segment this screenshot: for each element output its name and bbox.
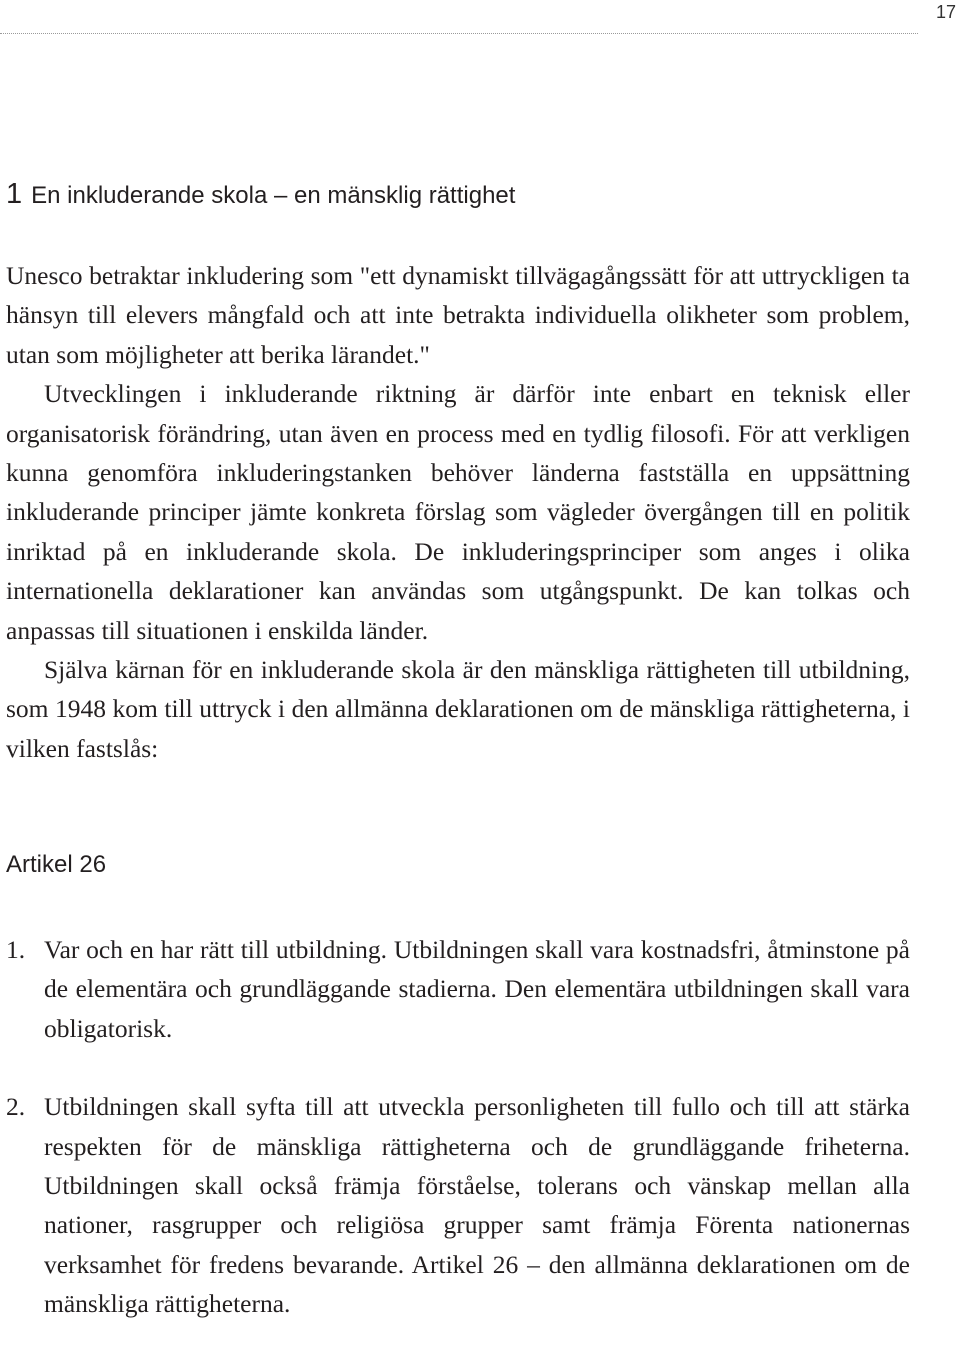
chapter-heading bbox=[6, 178, 515, 211]
list-item-marker: 2. bbox=[6, 1092, 26, 1122]
list-item bbox=[6, 1087, 910, 1323]
paragraph-human-right: Själva kärnan för en inkluderande skola är den mänskliga rättigheten till utbildning, som 1948 kom till uttryck i den allmänna deklarationen om de mänskliga rättigheterna, i vilken fastslås: bbox=[6, 655, 910, 763]
chapter-title: En inkluderande skola – en mänsklig rättighet bbox=[31, 182, 516, 209]
paragraph-unesco: Unesco betraktar inkludering som "ett dynamiskt tillvägagångssätt för att uttryckligen ta hänsyn till elevers mångfald och att inte betrakta individuella olikheter som problem, utan som möjligheter att berika lärandet." bbox=[6, 261, 910, 369]
article-label: Artikel 26 bbox=[6, 851, 107, 878]
body-text bbox=[6, 256, 910, 768]
article-list bbox=[6, 930, 910, 1324]
paragraph-development: Utvecklingen i inkluderande riktning är därför inte enbart en teknisk eller organisatorisk förändring, utan även en process med en tydlig filosofi. För att verkligen kunna genomföra inkluderingstanken behöver länderna fastställa en uppsättning inkluderande principer jämte konkreta förslag som vägleder övergången till en politik inriktad på en inkluderande skola. De inkluderingsprinciper som anges i olika internationella deklarationer kan användas som utgångspunkt. De kan tolkas och anpassas till situationen i enskilda länder. bbox=[6, 379, 910, 645]
list-item-text: Utbildningen skall syfta till att utveckla personligheten till fullo och till att stärka respekten för de mänskliga rättigheterna och de grundläggande friheterna. Utbildningen skall också främja förståelse, tolerans och vänskap mellan alla nationer, rasgrupper och religiösa grupper samt främja Förenta nationernas verksamhet för fredens bevarande. Artikel 26 – den allmänna deklarationen om de mänskliga rättigheterna. bbox=[44, 1092, 910, 1319]
page-number: 17 bbox=[935, 2, 956, 22]
chapter-number: 1 bbox=[6, 178, 23, 210]
list-item-marker: 1. bbox=[6, 935, 26, 964]
list-item bbox=[6, 930, 910, 1048]
list-item-text: Var och en har rätt till utbildning. Utbildningen skall vara kostnadsfri, åtminstone på de elementära och grundläggande stadierna. Den elementära utbildningen skall vara obligatorisk. bbox=[44, 935, 910, 1043]
header-rule bbox=[0, 33, 918, 34]
